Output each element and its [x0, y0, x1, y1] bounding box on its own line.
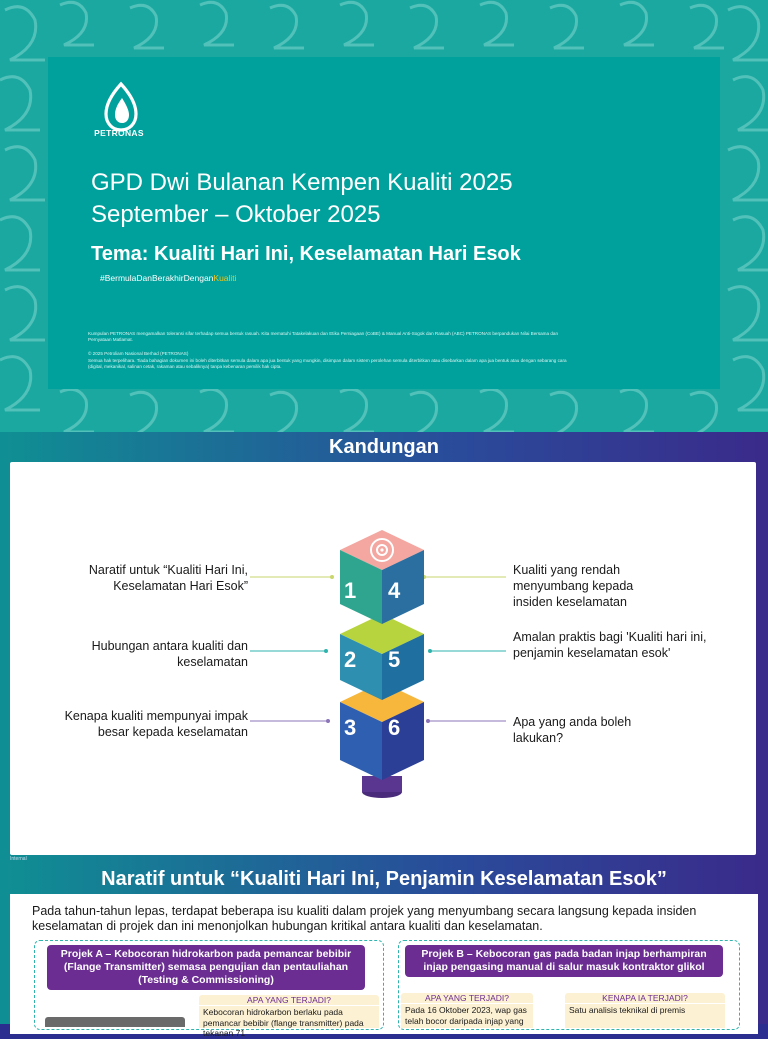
- fine-print-copyright: © 2025 Petroliam Nasional Berhad (PETRONAS): [88, 351, 189, 356]
- hashtag-highlight: Kualiti: [213, 273, 237, 283]
- slide-contents: [0, 432, 768, 866]
- cube-number-1: 1: [344, 578, 357, 603]
- cube-number-3: 3: [344, 715, 357, 740]
- project-b-why-label: KENAPA IA TERJADI?: [565, 993, 725, 1003]
- project-a-photo: [45, 1017, 185, 1027]
- cover-title: [91, 167, 513, 231]
- fine-print-rights: Semua hak terpelihara. Tiada bahagian dokumen ini boleh diterbitkan semula dalam apa jua bentuk yang mungkin, disimpan dalam sistem perolehan semula diterbitkan atau disebarkan dalam apa jua bentuk atau dengan sebarang cara (digital, mekanikal, salinan cetak, rakaman atau sebaliknya) tanpa kebenaran pemilik hak cipta.: [88, 358, 567, 369]
- contents-item-1[interactable]: Naratif untuk “Kualiti Hari Ini, Keselamatan Hari Esok”: [88, 563, 248, 593]
- cover-title-line-1: GPD Dwi Bulanan Kempen Kualiti 2025: [91, 169, 513, 196]
- slide-narrative: [0, 866, 768, 1038]
- cover-theme: Tema: Kualiti Hari Ini, Keselamatan Hari Esok: [91, 243, 521, 265]
- contents-item-5[interactable]: Amalan praktis bagi 'Kualiti hari ini, penjamin keselamatan esok': [513, 630, 707, 660]
- stacked-cubes-graphic: [320, 530, 444, 806]
- contents-title: Kandungan: [329, 436, 439, 458]
- slide-cover: [0, 0, 768, 432]
- fine-print-policy: Kumpulan PETRONAS mengamalkan toleransi sifar terhadap semua bentuk rasuah. Kita mematuhi Tatakelakuan dan Etika Perniagaan (CoBE) & Manual Anti-Sogok dan Rasuah (ABC) PETRONAS berpandukan Nilai Bersama dan Pernyataan Matlamat.: [88, 331, 559, 342]
- contents-item-6[interactable]: Apa yang anda boleh lakukan?: [513, 715, 632, 745]
- contents-item-3[interactable]: Kenapa kualiti mempunyai impak besar kepada keselamatan: [64, 709, 248, 739]
- project-b-title: Projek B – Kebocoran gas pada badan injap berhampiran injap pengasing manual di salur masuk kontraktor glikol: [405, 945, 723, 977]
- narrative-intro: Pada tahun-tahun lepas, terdapat beberapa isu kualiti dalam projek yang menyumbang secara langsung kepada insiden keselamatan di projek dan ini menonjolkan hubungan kritikal antara kualiti dan keselamatan.: [32, 904, 697, 933]
- logo-wordmark: PETRONAS: [94, 128, 144, 138]
- project-a-box: [34, 940, 384, 1038]
- cube-number-2: 2: [344, 647, 357, 672]
- project-a-what-text: Kebocoran hidrokarbon berlaku pada pemancar bebibir (flange transmitter) pada tekanan 71: [199, 1006, 379, 1028]
- classification-label: Internal: [10, 856, 27, 862]
- project-a-title: Projek A – Kebocoran hidrokarbon pada pemancar bebibir (Flange Transmitter) semasa pengujian dan pentauliahan (Testing & Commissioning): [47, 945, 365, 990]
- narrative-title: Naratif untuk “Kualiti Hari Ini, Penjamin Keselamatan Esok”: [101, 868, 667, 890]
- contents-item-2[interactable]: Hubungan antara kualiti dan keselamatan: [91, 639, 248, 669]
- project-b-what-text: Pada 16 Oktober 2023, wap gas telah bocor daripada injap yang: [401, 1004, 533, 1028]
- project-b-why-text: Satu analisis teknikal di premis: [565, 1004, 725, 1028]
- project-b-box: [398, 940, 740, 1030]
- cover-title-line-2: September – Oktober 2025: [91, 201, 381, 228]
- hashtag-main: #BermulaDanBerakhirDengan: [100, 273, 214, 283]
- contents-item-4[interactable]: Kualiti yang rendah menyumbang kepada insiden keselamatan: [513, 563, 634, 609]
- narrative-card: [10, 894, 758, 1038]
- contents-card: [10, 462, 756, 855]
- cover-hashtag: [100, 273, 237, 283]
- cube-number-4: 4: [388, 578, 401, 603]
- cube-number-6: 6: [388, 715, 401, 740]
- cube-number-5: 5: [388, 647, 401, 672]
- project-b-what-label: APA YANG TERJADI?: [401, 993, 533, 1003]
- project-a-what-label: APA YANG TERJADI?: [199, 995, 379, 1005]
